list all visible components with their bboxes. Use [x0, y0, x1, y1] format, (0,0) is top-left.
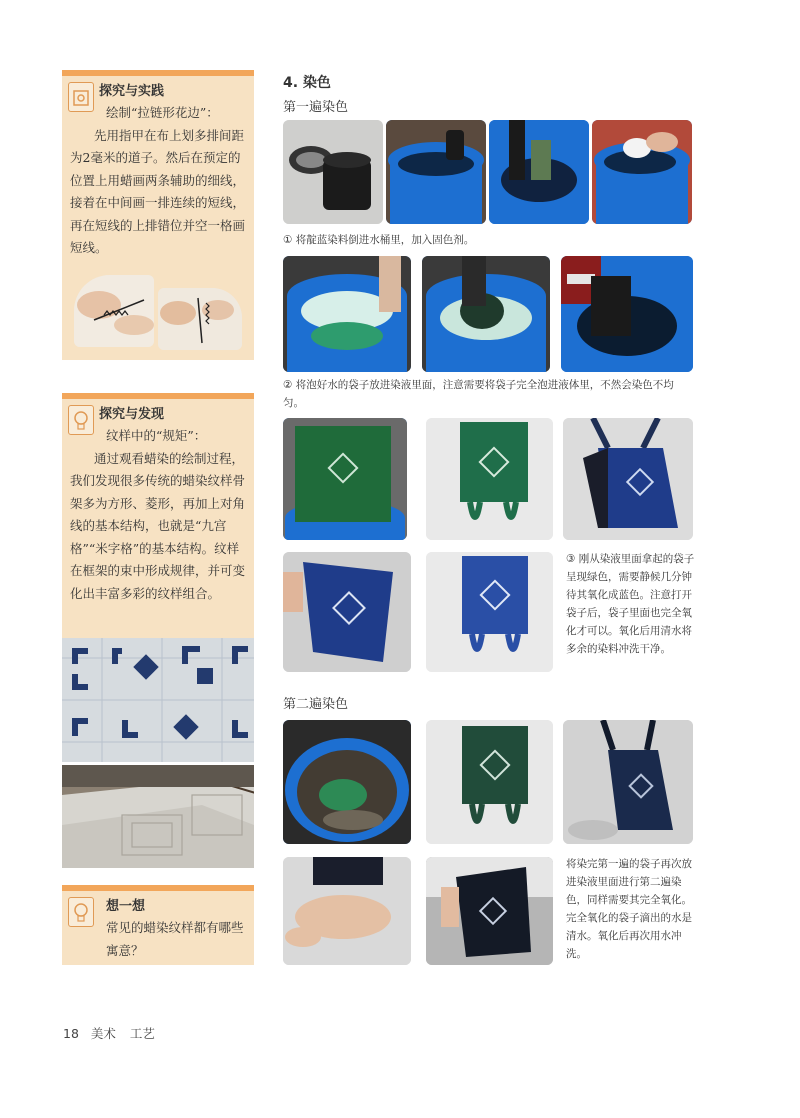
section-title: 4. 染色: [283, 75, 331, 91]
discovery-box: [62, 393, 254, 638]
second-dye-label: 第二遍染色: [283, 697, 349, 712]
lightbulb-icon: [68, 897, 94, 927]
batik-pattern-photo: [62, 638, 254, 762]
clear-water-drip-photo: [283, 857, 411, 965]
practice-box-text: 先用指甲在布上划多排间距为2毫米的道子。然后在预定的位置上用蜡画两条辅助的细线，接着在中间画一排连续的短线，再在短线的上排错位并空一格画短线。: [70, 127, 246, 255]
footer-topic: 工艺: [129, 1026, 155, 1041]
oxidized-bag-photo-1: [283, 552, 411, 672]
practice-box-title: 探究与实践: [99, 84, 165, 99]
soak-bag-photo-1: [283, 256, 411, 372]
soak-bag-photo-3: [561, 256, 693, 372]
second-dip-photo: [283, 720, 411, 844]
think-box: [62, 885, 254, 965]
lightbulb-icon: [68, 405, 94, 435]
page-footer: [63, 1024, 155, 1042]
think-box-title: 想一想: [106, 899, 146, 914]
rinse-bag-photo: [426, 857, 553, 965]
caption-4: 将染完第一遍的袋子再次放进染液里面进行第二遍染色，同样需要其完全氧化。完全氧化的袋子滴出的水是清水。氧化后再次用水冲洗。: [566, 858, 692, 960]
discovery-box-heading: 纹样中的“规矩”：: [106, 428, 207, 443]
soak-bag-photo-2: [422, 256, 550, 372]
caption-2: ② 将泡好水的袋子放进染液里面，注意需要将袋子完全泡进液体里，不然会染色不均匀。: [283, 379, 674, 409]
green-bag-bucket-photo: [283, 418, 407, 540]
practice-box-heading: 绘制“拉链形花边”：: [106, 105, 219, 120]
page-number: 18: [63, 1026, 79, 1041]
pattern-icon: [68, 82, 94, 112]
bucket-pour-photo: [386, 120, 486, 224]
green-bag-hold-photo: [426, 418, 553, 540]
second-green-bag-photo: [426, 720, 553, 844]
oxidized-bag-photo-2: [426, 552, 553, 672]
zipper-drawing-photo-1: [74, 275, 154, 347]
bucket-stir-photo: [489, 120, 589, 224]
discovery-box-text: 通过观看蜡染的绘制过程，我们发现很多传统的蜡染纹样骨架多为方形、菱形，再加上对角线的基本结构，也就是“九宫格”“米字格”的基本结构。纹样在框架的束中形成规律，并可变化出丰富多彩的纹样组合。: [70, 450, 246, 601]
footer-subject: 美术: [90, 1026, 116, 1041]
discovery-box-title: 探究与发现: [99, 407, 165, 422]
think-box-text: 常见的蜡染纹样都有哪些寓意？: [106, 920, 244, 958]
caption-3: ③ 刚从染液里面拿起的袋子呈现绿色，需要静候几分钟待其氧化成蓝色。注意打开袋子后，袋子里面也完全氧化才可以。氧化后用清水将多余的染料冲洗干净。: [566, 553, 695, 655]
dye-jar-photo: [283, 120, 383, 224]
zipper-drawing-photo-2: [158, 288, 242, 350]
second-dark-bag-photo: [563, 720, 693, 844]
add-fixative-photo: [592, 120, 692, 224]
first-dye-label: 第一遍染色: [283, 100, 349, 115]
caption-1: ① 将靛蓝染料倒进水桶里，加入固色剂。: [283, 234, 475, 246]
blue-bag-hold-photo: [563, 418, 693, 540]
wax-drawing-photo: [62, 765, 254, 868]
practice-box: [62, 70, 254, 360]
